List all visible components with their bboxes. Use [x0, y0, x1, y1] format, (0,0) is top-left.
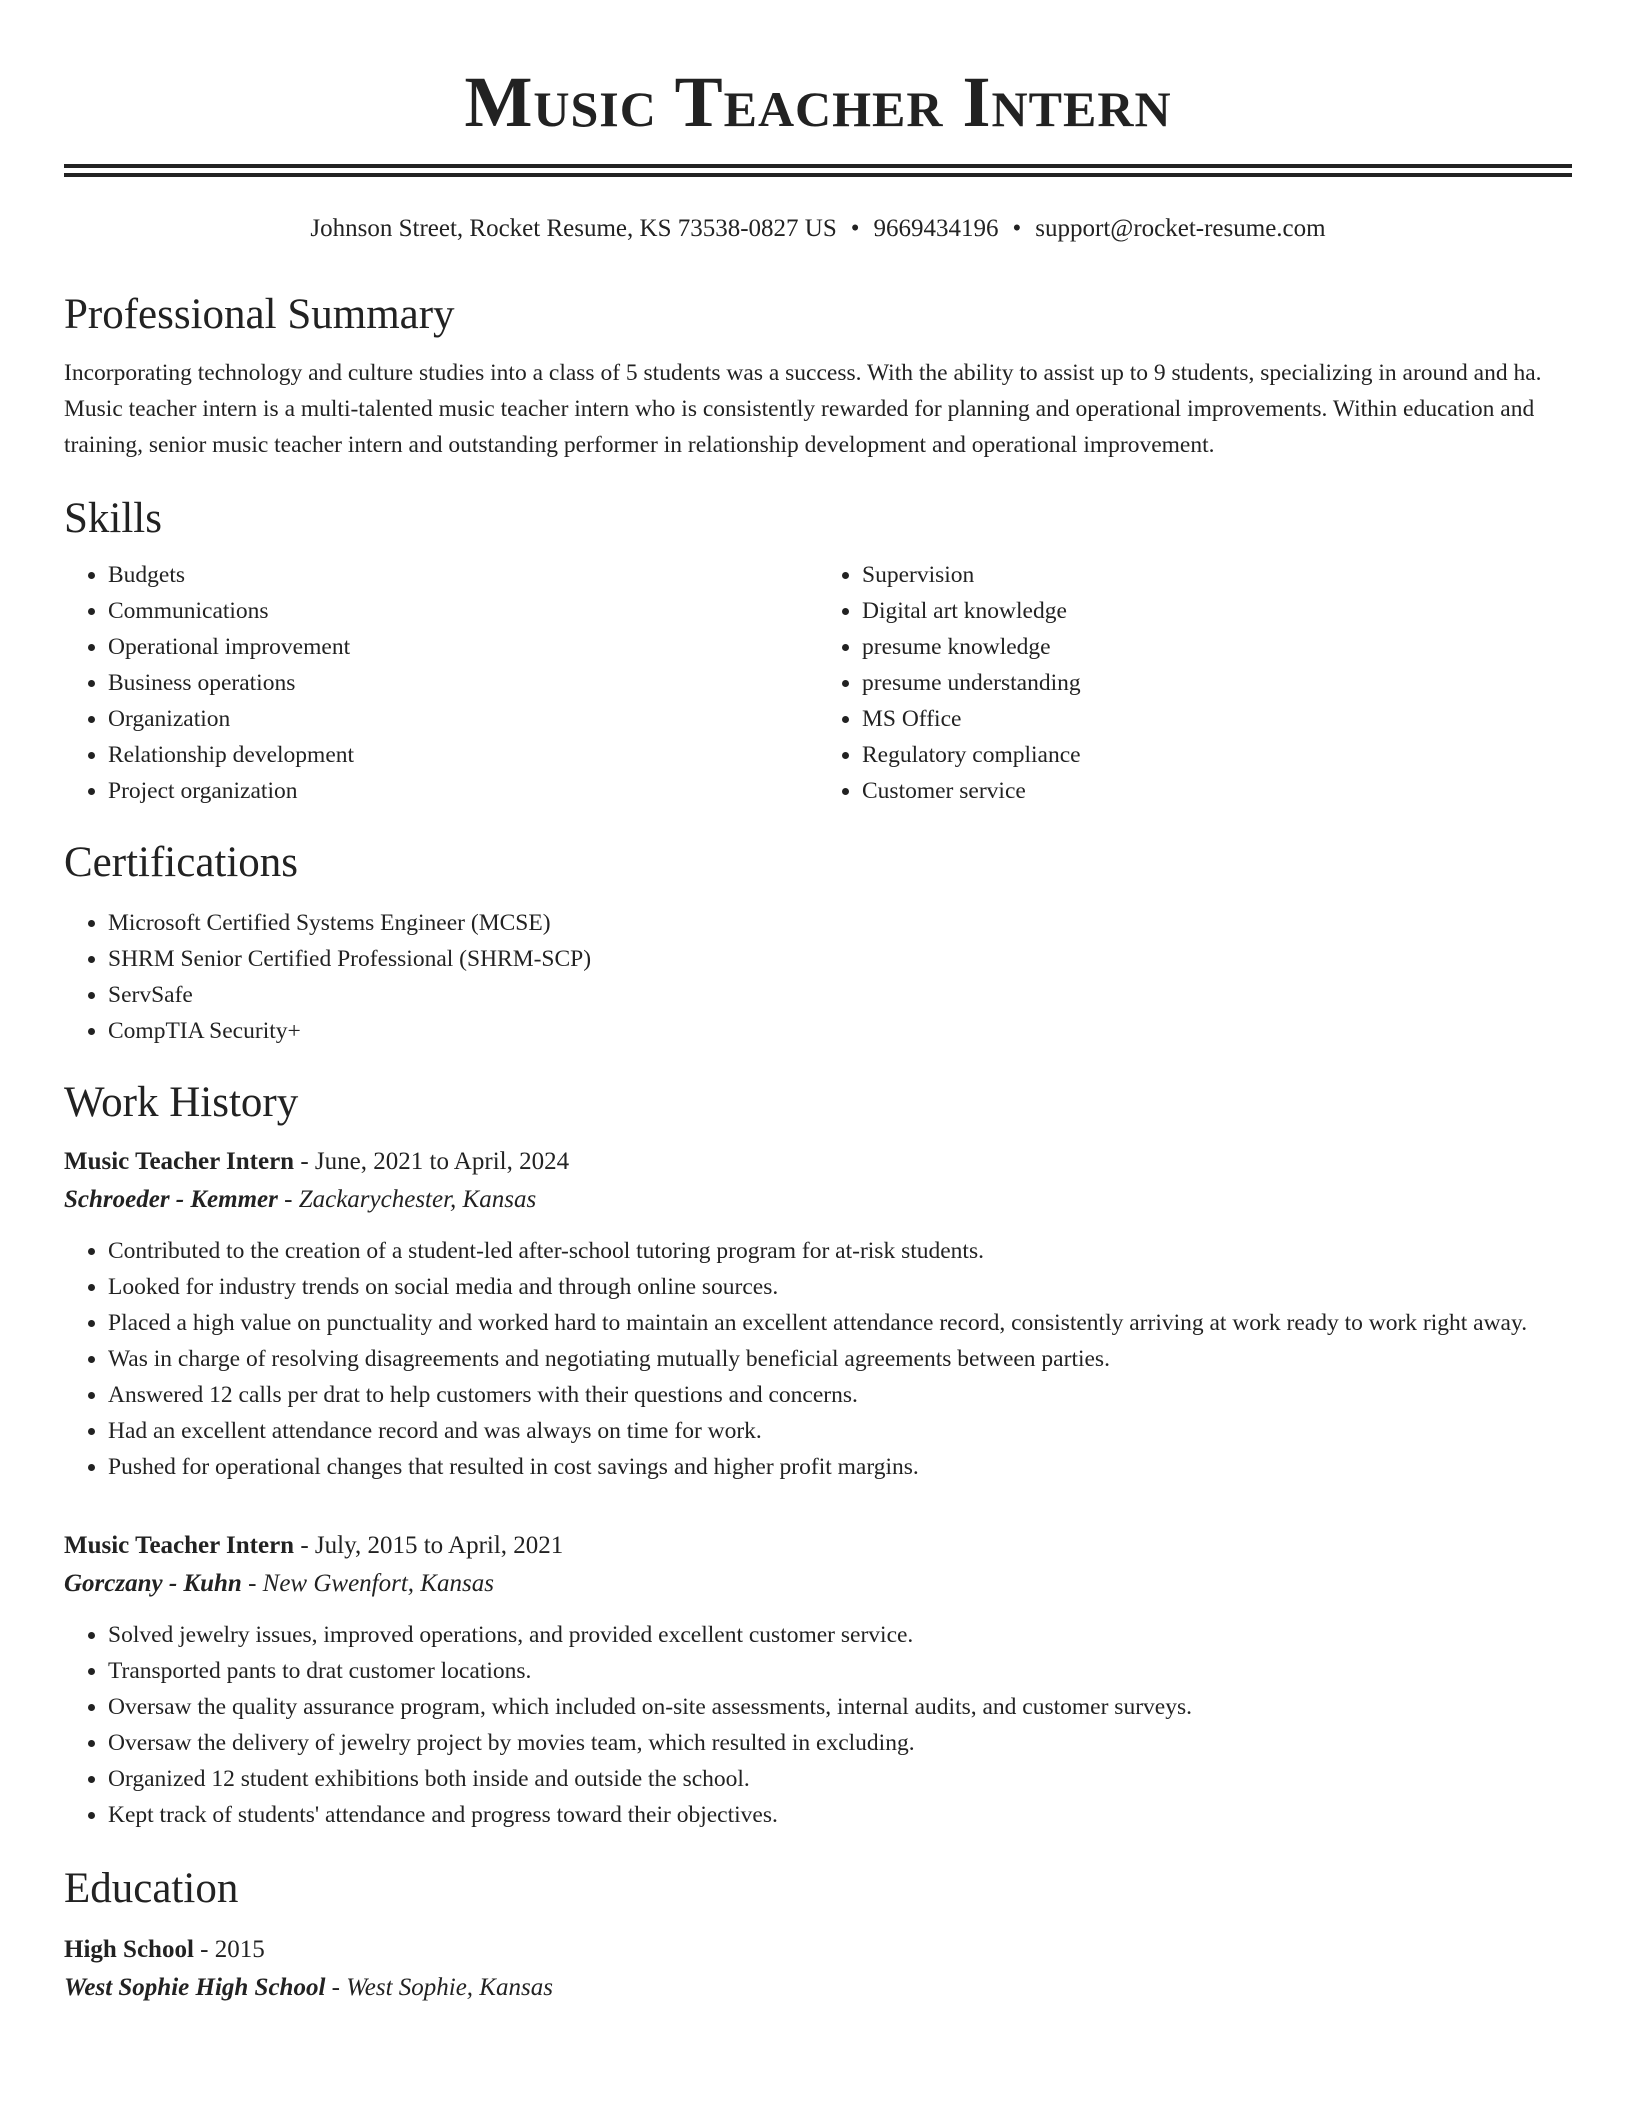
- skill-item: • MS Office: [862, 701, 1572, 737]
- job-bullets: [64, 1617, 1572, 1833]
- education-section: [64, 1861, 1572, 2007]
- education-degree: High School: [64, 1936, 194, 1963]
- job-entry: [64, 1143, 1572, 1485]
- skills-columns: [64, 557, 1572, 809]
- skills-section: [64, 491, 1572, 809]
- section-heading: Work History: [64, 1079, 299, 1126]
- certifications-list: [64, 905, 1572, 1049]
- job-title: Music Teacher Intern: [64, 1148, 295, 1175]
- contact-address: Johnson Street, Rocket Resume, KS 73538-0827 US: [310, 215, 837, 242]
- job-location: - New Gwenfort, Kansas: [241, 1570, 494, 1597]
- job-header: [64, 1527, 1572, 1565]
- job-dates: - June, 2021 to April, 2024: [294, 1148, 570, 1175]
- education-year: - 2015: [193, 1936, 265, 1963]
- job-bullets: [64, 1233, 1572, 1485]
- skill-item: • Business operations: [108, 665, 818, 701]
- skill-item: • Project organization: [108, 773, 818, 809]
- skill-item: • presume understanding: [862, 665, 1572, 701]
- job-bullet: • Oversaw the delivery of jewelry project by movies team, which resulted in excluding.: [108, 1725, 1572, 1761]
- job-title: Music Teacher Intern: [64, 1532, 295, 1559]
- job-bullet: • Organized 12 student exhibitions both inside and outside the school.: [108, 1761, 1572, 1797]
- job-bullet: • Oversaw the quality assurance program, which included on-site assessments, internal audits, and customer surveys.: [108, 1689, 1572, 1725]
- skill-item: • Communications: [108, 593, 818, 629]
- education-school-line: [64, 1969, 1572, 2007]
- job-dates: - July, 2015 to April, 2021: [294, 1532, 564, 1559]
- skill-item: • Organization: [108, 701, 818, 737]
- education-location: - West Sophie, Kansas: [325, 1974, 553, 2001]
- contact-separator: •: [850, 215, 860, 242]
- job-bullet: • Answered 12 calls per drat to help customers with their questions and concerns.: [108, 1377, 1572, 1413]
- job-location: - Zackarychester, Kansas: [277, 1186, 537, 1213]
- job-bullet: • Had an excellent attendance record and was always on time for work.: [108, 1413, 1572, 1449]
- skill-item: • Digital art knowledge: [862, 593, 1572, 629]
- certifications-section: [64, 835, 1572, 1049]
- job-bullet: • Looked for industry trends on social media and through online sources.: [108, 1269, 1572, 1305]
- skill-item: • Customer service: [862, 773, 1572, 809]
- section-heading: Education: [64, 1865, 239, 1912]
- certification-item: • Microsoft Certified Systems Engineer (MCSE): [108, 905, 1572, 941]
- skill-item: • presume knowledge: [862, 629, 1572, 665]
- job-bullet: • Contributed to the creation of a student-led after-school tutoring program for at-risk students.: [108, 1233, 1572, 1269]
- job-company-line: [64, 1565, 1572, 1603]
- section-heading: Skills: [64, 495, 162, 542]
- job-bullet: • Solved jewelry issues, improved operations, and provided excellent customer service.: [108, 1617, 1572, 1653]
- job-company: Schroeder - Kemmer: [64, 1186, 278, 1213]
- skills-list-right: [818, 557, 1572, 809]
- skill-item: • Regulatory compliance: [862, 737, 1572, 773]
- resume-page: [64, 0, 1572, 2007]
- summary-text: Incorporating technology and culture studies into a class of 5 students was a success. With the ability to assist up to 9 students, specializing in around and ha. Music teacher intern is a multi-talented music teacher intern who is consistently rewarded for planning and operational improvements. Within education and training, senior music teacher intern and outstanding performer in relationship development and operational improvement.: [64, 360, 1542, 458]
- certification-item: • SHRM Senior Certified Professional (SHRM-SCP): [108, 941, 1572, 977]
- certification-item: • ServSafe: [108, 977, 1572, 1013]
- education-header: [64, 1931, 1572, 1969]
- education-school: West Sophie High School: [64, 1974, 326, 2001]
- skill-item: • Budgets: [108, 557, 818, 593]
- job-company: Gorczany - Kuhn: [64, 1570, 242, 1597]
- section-heading: Professional Summary: [64, 291, 455, 338]
- title-divider: [64, 164, 1572, 168]
- job-bullet: • Kept track of students' attendance and progress toward their objectives.: [108, 1797, 1572, 1833]
- contact-line: [64, 211, 1572, 247]
- job-bullet: • Placed a high value on punctuality and worked hard to maintain an excellent attendance record, consistently arriving at work ready to work right away.: [108, 1305, 1572, 1341]
- job-entry: [64, 1527, 1572, 1833]
- skill-item: • Relationship development: [108, 737, 818, 773]
- job-bullet: • Transported pants to drat customer locations.: [108, 1653, 1572, 1689]
- contact-phone: 9669434196: [873, 215, 999, 242]
- skill-item: • Operational improvement: [108, 629, 818, 665]
- certification-item: • CompTIA Security+: [108, 1013, 1572, 1049]
- job-company-line: [64, 1181, 1572, 1219]
- skills-list-left: [64, 557, 818, 809]
- work-history-section: [64, 1075, 1572, 1833]
- contact-separator: •: [1012, 215, 1022, 242]
- summary-section: [64, 287, 1572, 463]
- job-bullet: • Pushed for operational changes that resulted in cost savings and higher profit margins.: [108, 1449, 1572, 1485]
- section-heading: Certifications: [64, 839, 299, 886]
- page-title: Music Teacher Intern: [464, 62, 1172, 142]
- job-bullet: • Was in charge of resolving disagreements and negotiating mutually beneficial agreements between parties.: [108, 1341, 1572, 1377]
- job-header: [64, 1143, 1572, 1181]
- title-divider-secondary: [64, 173, 1572, 177]
- skill-item: • Supervision: [862, 557, 1572, 593]
- contact-email: support@rocket-resume.com: [1035, 215, 1326, 242]
